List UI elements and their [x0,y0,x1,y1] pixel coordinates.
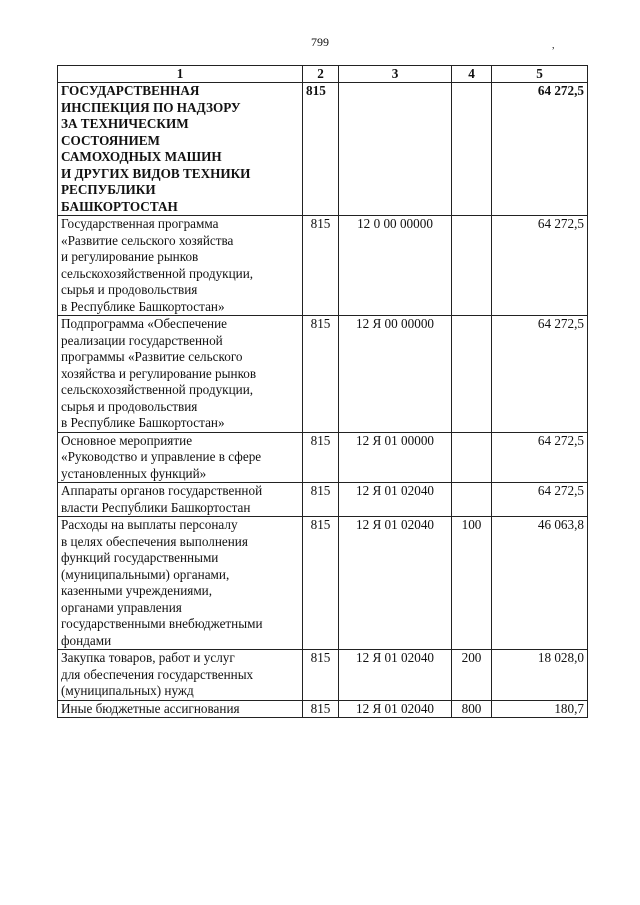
row-name-line: в Республике Башкортостан» [61,298,225,314]
row-name-line: (муниципальными) органами, [61,566,230,582]
table-body [58,83,588,718]
row-ministry-cell: 815 [303,432,339,483]
row-ministry-cell: 815 [303,83,339,216]
row-name-line: «Развитие сельского хозяйства [61,232,234,248]
row-expense-type-cell [452,432,492,483]
row-name-line: хозяйства и регулирование рынков [61,365,257,381]
row-name-line: Закупка товаров, работ и услуг [61,650,235,665]
row-name-cell [58,216,303,316]
row-name-line: Подпрограмма «Обеспечение [61,316,228,331]
row-ministry-cell: 815 [303,483,339,517]
row-ministry-cell: 815 [303,700,339,718]
budget-table [57,65,588,718]
row-name-line: СОСТОЯНИЕМ [61,132,160,148]
row-target-cell: 12 Я 01 00000 [339,432,452,483]
row-amount-cell: 18 028,0 [492,650,588,701]
row-name-line: Государственная программа [61,216,219,231]
row-target-cell: 12 0 00 00000 [339,216,452,316]
row-name-cell [58,83,303,216]
row-name-line: реализации государственной [61,332,223,348]
row-expense-type-cell: 100 [452,517,492,650]
row-name-line: Аппараты органов государственной [61,483,263,498]
row-target-cell: 12 Я 01 02040 [339,517,452,650]
row-ministry-cell: 815 [303,216,339,316]
table-row [58,432,588,483]
row-name-line: Иные бюджетные ассигнования [61,700,240,716]
row-amount-cell: 64 272,5 [492,483,588,517]
row-name-line: ГОСУДАРСТВЕННАЯ [61,83,200,98]
row-name-line: установленных функций» [61,465,207,481]
row-name-line: и регулирование рынков [61,249,199,264]
row-name-line: И ДРУГИХ ВИДОВ ТЕХНИКИ [61,165,251,181]
row-name-line: функций государственными [61,550,219,565]
row-name-cell [58,517,303,650]
row-name-cell [58,700,303,718]
row-expense-type-cell: 800 [452,700,492,718]
row-name-cell [58,650,303,701]
row-name-line: в целях обеспечения выполнения [61,533,248,549]
table-row [58,700,588,718]
header-col-3: 3 [339,66,452,83]
row-target-cell: 12 Я 00 00000 [339,316,452,433]
row-name-line: государственными внебюджетными [61,616,263,631]
row-name-line: для обеспечения государственных [61,666,254,682]
row-name-line: казенными учреждениями, [61,583,213,598]
row-name-line: органами управления [61,599,182,615]
corner-mark: , [552,40,555,51]
row-expense-type-cell [452,316,492,433]
row-name-cell [58,483,303,517]
row-amount-cell: 64 272,5 [492,83,588,216]
row-name-line: БАШКОРТОСТАН [61,198,178,214]
table-row [58,517,588,650]
row-name-line: сырья и продовольствия [61,398,198,414]
header-col-1: 1 [58,66,303,83]
row-name-line: власти Республики Башкортостан [61,499,251,515]
row-target-cell: 12 Я 01 02040 [339,700,452,718]
header-row [58,66,588,83]
row-amount-cell: 180,7 [492,700,588,718]
row-name-line: Расходы на выплаты персоналу [61,517,238,532]
table-row [58,650,588,701]
row-ministry-cell: 815 [303,316,339,433]
row-amount-cell: 64 272,5 [492,216,588,316]
table-row [58,483,588,517]
row-name-line: Основное мероприятие [61,432,193,448]
header-col-2: 2 [303,66,339,83]
row-target-cell: 12 Я 01 02040 [339,650,452,701]
table-row [58,316,588,433]
row-expense-type-cell [452,483,492,517]
row-expense-type-cell [452,216,492,316]
row-name-line: в Республике Башкортостан» [61,415,225,430]
table-row [58,83,588,216]
row-name-line: РЕСПУБЛИКИ [61,182,156,197]
row-amount-cell: 64 272,5 [492,432,588,483]
table-row [58,216,588,316]
row-name-line: (муниципальных) нужд [61,683,194,698]
row-name-line: фондами [61,632,112,648]
row-ministry-cell: 815 [303,517,339,650]
row-name-cell [58,316,303,433]
row-name-line: «Руководство и управление в сфере [61,449,262,464]
row-expense-type-cell: 200 [452,650,492,701]
row-amount-cell: 64 272,5 [492,316,588,433]
row-name-cell [58,432,303,483]
row-ministry-cell: 815 [303,650,339,701]
row-name-line: сельскохозяйственной продукции, [61,382,254,397]
row-name-line: сельскохозяйственной продукции, [61,265,254,281]
row-amount-cell: 46 063,8 [492,517,588,650]
row-target-cell [339,83,452,216]
row-name-line: ЗА ТЕХНИЧЕСКИМ [61,116,189,131]
row-expense-type-cell [452,83,492,216]
page-number: 799 [311,35,329,49]
row-name-line: САМОХОДНЫХ МАШИН [61,149,222,164]
row-name-line: программы «Развитие сельского [61,349,243,364]
header-col-5: 5 [492,66,588,83]
row-name-line: сырья и продовольствия [61,282,198,297]
row-name-line: ИНСПЕКЦИЯ ПО НАДЗОРУ [61,99,241,115]
header-col-4: 4 [452,66,492,83]
row-target-cell: 12 Я 01 02040 [339,483,452,517]
